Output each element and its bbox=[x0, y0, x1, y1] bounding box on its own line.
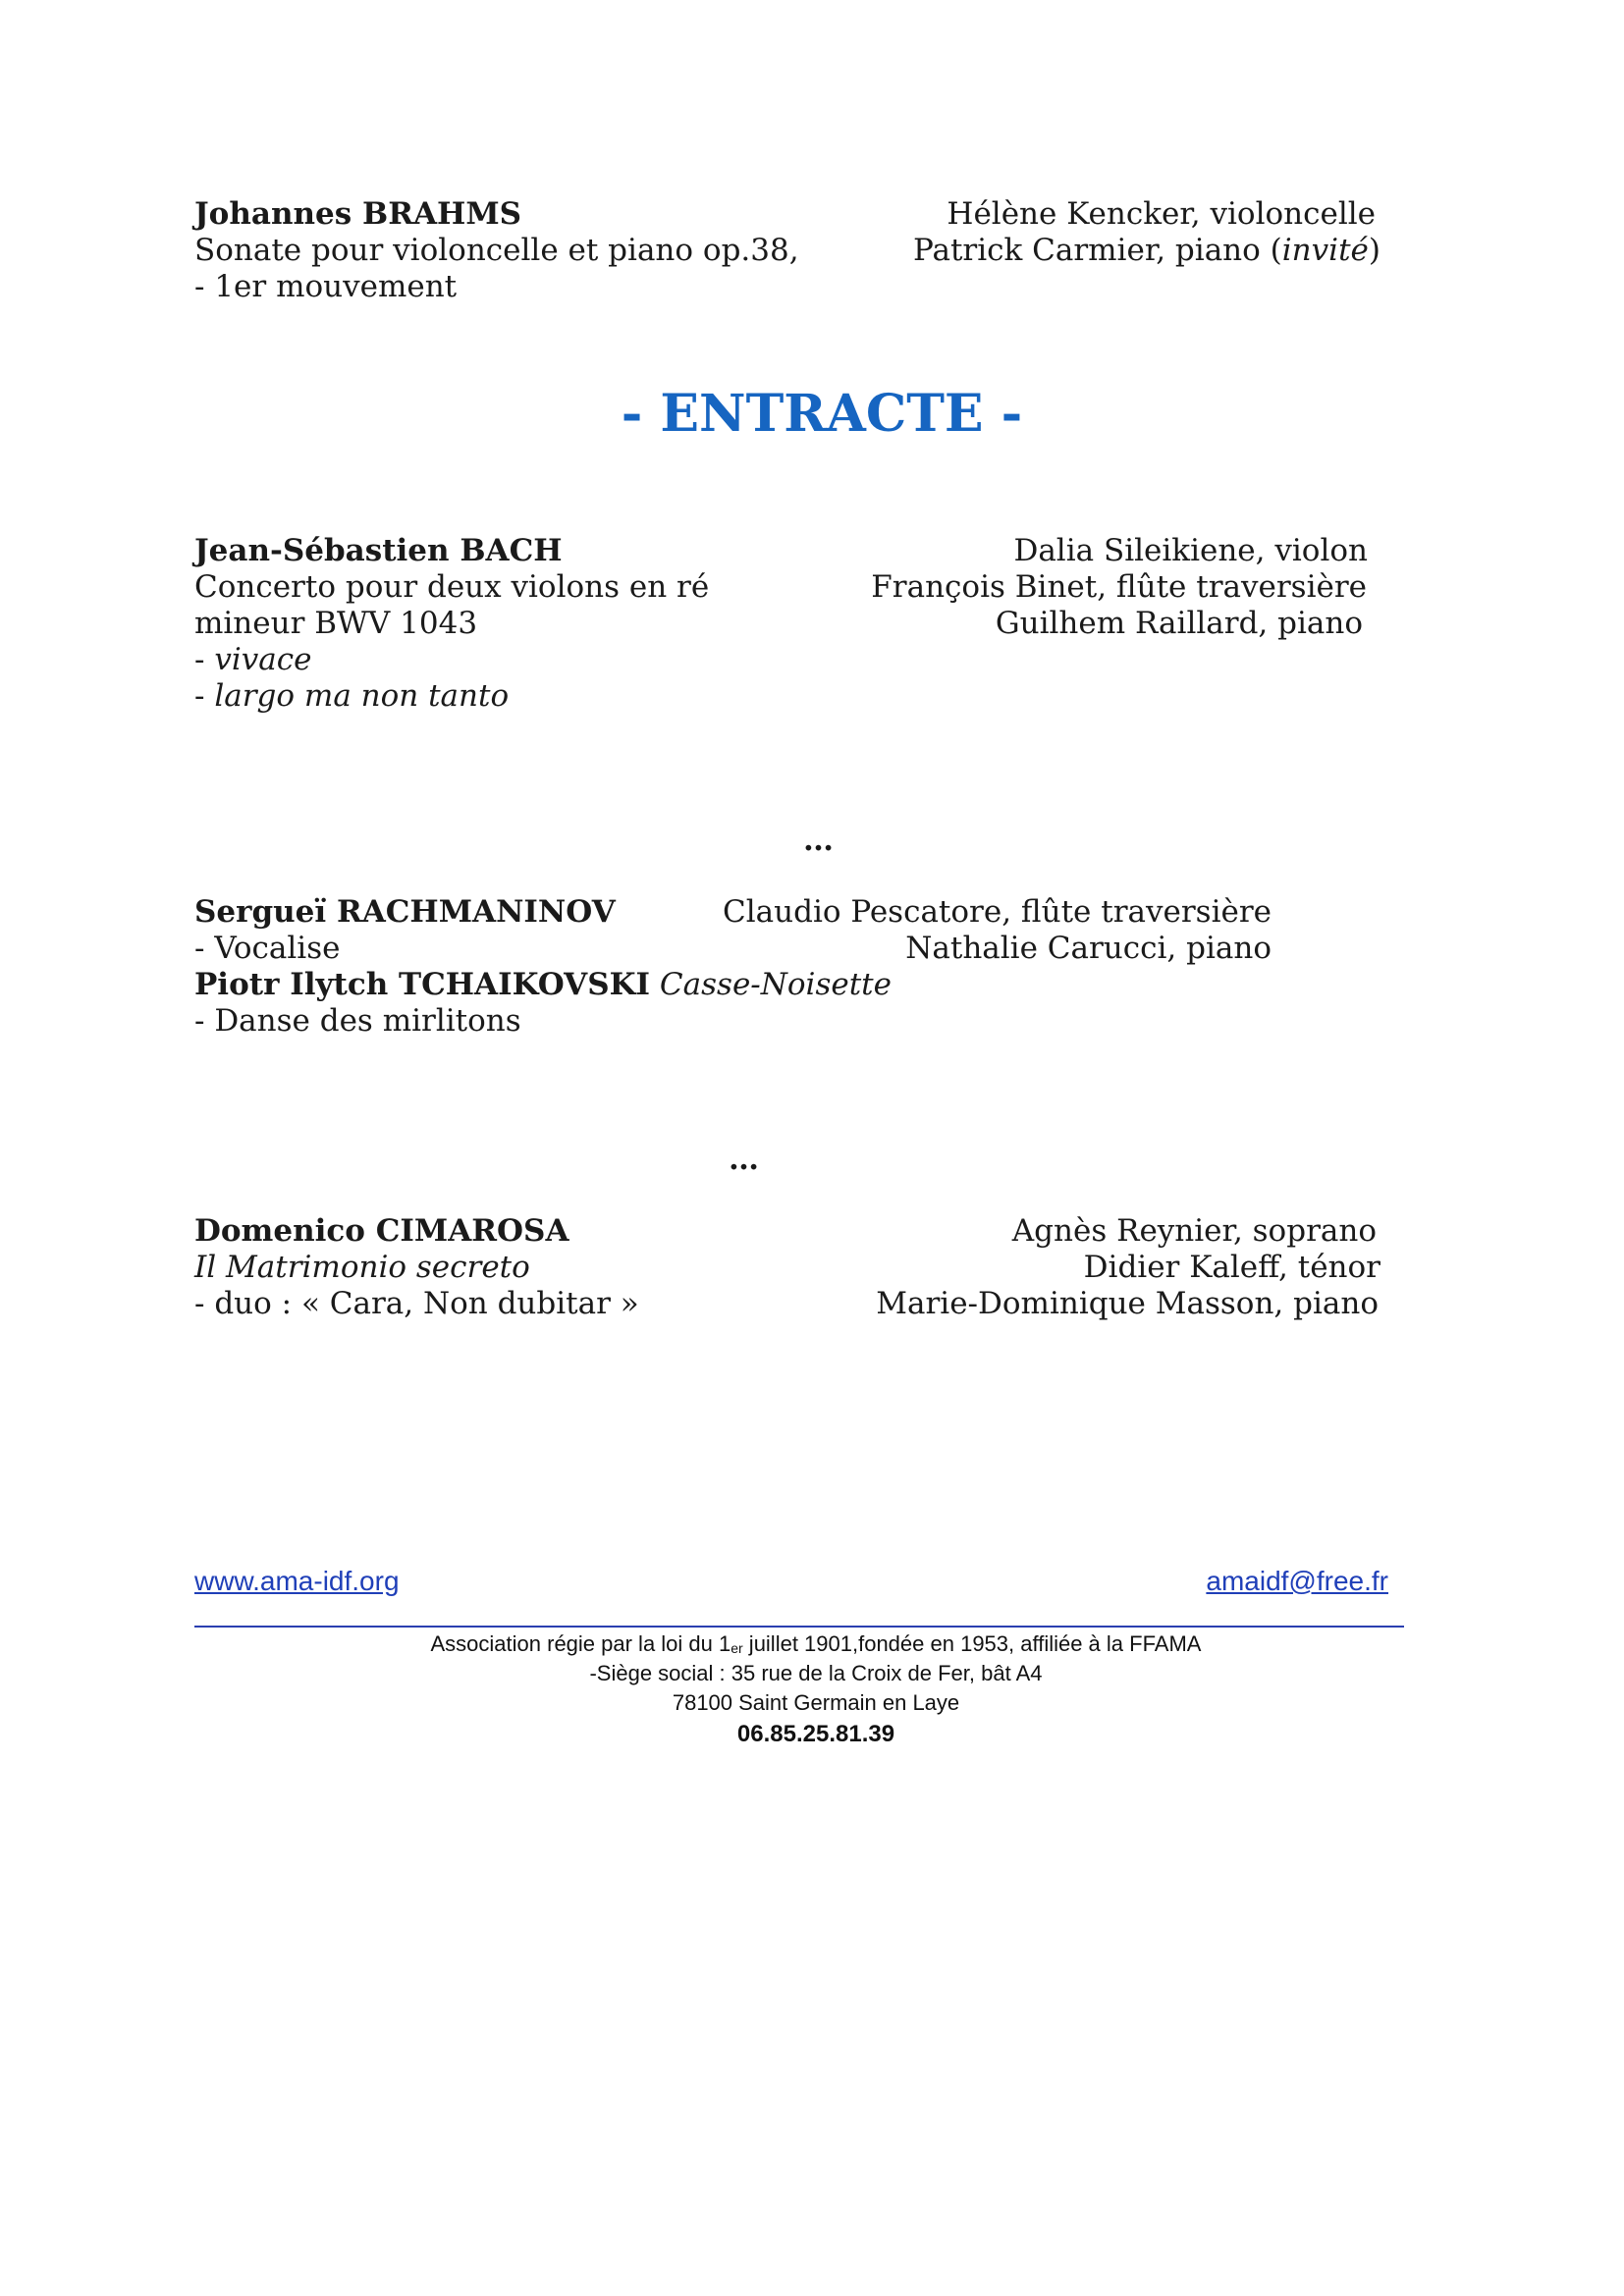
cimarosa-performer-piano: Marie-Dominique Masson, piano bbox=[876, 1286, 1379, 1321]
footer-phone: 06.85.25.81.39 bbox=[736, 1721, 895, 1747]
rachmaninov-performer-piano: Nathalie Carucci, piano bbox=[905, 931, 1272, 966]
brahms-performer-piano-note: invité bbox=[1281, 233, 1369, 268]
bach-movement-1 bbox=[194, 642, 311, 678]
bach-work-line1: Concerto pour deux violons en ré bbox=[194, 569, 710, 605]
cimarosa-composer: Domenico CIMAROSA bbox=[194, 1213, 569, 1249]
footer-association-line bbox=[0, 1629, 1624, 1663]
footer-divider bbox=[194, 1626, 1404, 1628]
bach-performer-violin: Dalia Sileikiene, violon bbox=[1013, 533, 1368, 568]
footer-address-line1: -Siège social : 35 rue de la Croix de Fer, bât A4 bbox=[589, 1661, 1043, 1685]
tchaikovski-composer: Piotr Ilytch TCHAIKOVSKI bbox=[194, 967, 651, 1002]
email-link[interactable]: amaidf@free.fr bbox=[1206, 1566, 1388, 1596]
cimarosa-performer-tenor: Didier Kaleff, ténor bbox=[1083, 1250, 1380, 1285]
rachmaninov-performer-flute: Claudio Pescatore, flûte traversière bbox=[723, 894, 1272, 930]
brahms-performer-cello: Hélène Kencker, violoncelle bbox=[947, 196, 1376, 232]
brahms-work: Sonate pour violoncelle et piano op.38, bbox=[194, 233, 799, 268]
tchaikovski-movement: - Danse des mirlitons bbox=[194, 1003, 521, 1039]
entracte-heading: - ENTRACTE - bbox=[621, 384, 1023, 444]
footer-assoc-before: Association régie par la loi du 1 bbox=[430, 1631, 731, 1656]
brahms-performer-piano bbox=[913, 233, 1380, 269]
footer-assoc-sup: er bbox=[731, 1640, 743, 1656]
tchaikovski-work: Casse-Noisette bbox=[659, 967, 892, 1002]
cimarosa-work: Il Matrimonio secreto bbox=[194, 1250, 530, 1285]
bach-movement-2 bbox=[194, 678, 509, 715]
bach-movement-1-prefix: - bbox=[194, 642, 215, 677]
bach-movement-1-title: vivace bbox=[214, 642, 312, 677]
cimarosa-movement: - duo : « Cara, Non dubitar » bbox=[194, 1286, 639, 1321]
bach-performer-piano: Guilhem Raillard, piano bbox=[995, 606, 1363, 641]
bach-movement-2-prefix: - bbox=[194, 678, 215, 714]
footer-address-line2: 78100 Saint Germain en Laye bbox=[672, 1690, 960, 1715]
section-separator-2: … bbox=[729, 1142, 759, 1177]
brahms-performer-piano-name: Patrick Carmier, piano ( bbox=[913, 233, 1282, 268]
footer-assoc-after: juillet 1901,fondée en 1953, affiliée à la FFAMA bbox=[742, 1631, 1202, 1656]
bach-work-line2: mineur BWV 1043 bbox=[194, 606, 478, 641]
bach-movement-2-title: largo ma non tanto bbox=[214, 678, 510, 714]
website-link[interactable]: www.ama-idf.org bbox=[194, 1566, 400, 1596]
brahms-movement: - 1er mouvement bbox=[194, 269, 458, 304]
rachmaninov-work: - Vocalise bbox=[194, 931, 341, 966]
rachmaninov-composer: Sergueï RACHMANINOV bbox=[194, 894, 616, 930]
cimarosa-performer-soprano: Agnès Reynier, soprano bbox=[1011, 1213, 1377, 1249]
brahms-performer-piano-close: ) bbox=[1368, 233, 1380, 268]
section-separator-1: … bbox=[803, 823, 834, 858]
bach-composer: Jean-Sébastien BACH bbox=[194, 533, 563, 568]
tchaikovski-line bbox=[194, 967, 892, 1003]
bach-performer-flute: François Binet, flûte traversière bbox=[871, 569, 1367, 605]
brahms-composer: Johannes BRAHMS bbox=[194, 196, 522, 232]
